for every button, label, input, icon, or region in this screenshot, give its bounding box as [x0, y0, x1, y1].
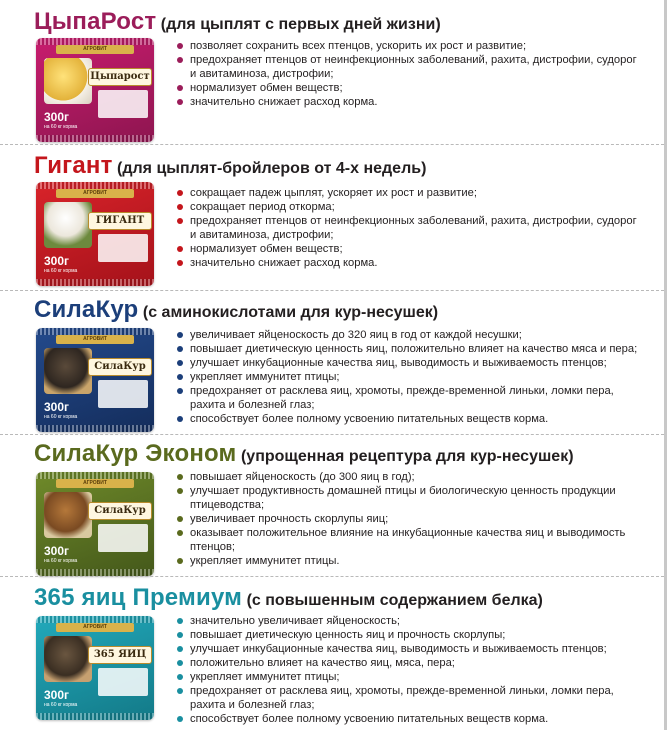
bullet-dot-icon	[177, 99, 183, 105]
bullet-dot-icon	[177, 374, 183, 380]
benefit-text: улучшает продуктивность домашней птицы и биологическую ценность продукции птицеводства;	[190, 485, 616, 511]
product-package-image	[36, 616, 154, 720]
bullet-dot-icon	[177, 488, 183, 494]
product-subtitle: (для цыплят с первых дней жизни)	[160, 16, 441, 33]
benefit-text: нормализует обмен веществ;	[190, 82, 343, 94]
package-crimp	[36, 328, 154, 335]
benefit-item	[176, 356, 644, 370]
bullet-dot-icon	[177, 85, 183, 91]
benefit-item	[176, 512, 644, 526]
benefit-text: улучшает инкубационные качества яиц, выводимость и выживаемость птенцов;	[190, 357, 607, 369]
package-weight-note: на 60 кг корма	[44, 702, 78, 708]
bullet-dot-icon	[177, 388, 183, 394]
product-subtitle: (для цыплят-бройлеров от 4-х недель)	[117, 160, 427, 177]
package-weight-value: 300г	[44, 110, 70, 124]
benefit-text: увеличивает яйценоскость до 320 яиц в год от каждой несушки;	[190, 329, 522, 341]
package-logo: АГРОВИТ	[56, 189, 134, 198]
product-section-tsyparost	[0, 8, 664, 148]
bullet-dot-icon	[177, 346, 183, 352]
package-weight	[44, 688, 77, 708]
bullet-dot-icon	[177, 674, 183, 680]
benefit-text: способствует более полному усвоению питательных веществ корма.	[190, 413, 549, 425]
product-subtitle: (с повышенным содержанием белка)	[246, 592, 543, 609]
benefit-item	[176, 370, 644, 384]
bullet-dot-icon	[177, 558, 183, 564]
bullet-dot-icon	[177, 516, 183, 522]
bullet-dot-icon	[177, 360, 183, 366]
benefit-item	[176, 328, 644, 342]
package-logo: АГРОВИТ	[56, 479, 134, 488]
package-logo: АГРОВИТ	[56, 335, 134, 344]
package-weight	[44, 254, 77, 274]
chick-photo-icon	[44, 58, 92, 104]
bullet-dot-icon	[177, 218, 183, 224]
package-name: СилаКур	[88, 358, 152, 376]
bullet-dot-icon	[177, 260, 183, 266]
benefit-list	[176, 614, 644, 726]
package-crimp	[36, 472, 154, 479]
benefit-text: сокращает период откорма;	[190, 201, 335, 213]
bullet-dot-icon	[177, 716, 183, 722]
benefit-text: положительно влияет на качество яиц, мяса, пера;	[190, 657, 455, 669]
hen-photo-icon	[44, 492, 92, 538]
section-divider	[0, 576, 664, 577]
benefit-list	[176, 470, 644, 568]
benefit-text: укрепляет иммунитет птицы.	[190, 555, 340, 567]
package-name: Цыпарост	[88, 68, 152, 86]
benefit-item	[176, 256, 644, 270]
benefit-text: значительно увеличивает яйценоскость;	[190, 615, 401, 627]
product-section-silakur	[0, 296, 664, 436]
bullet-dot-icon	[177, 618, 183, 624]
bullet-dot-icon	[177, 204, 183, 210]
package-label	[98, 380, 148, 408]
package-weight-note: на 60 кг корма	[44, 414, 78, 420]
package-crimp	[36, 569, 154, 576]
bullet-dot-icon	[177, 416, 183, 422]
package-weight-note: на 60 кг корма	[44, 124, 78, 130]
benefit-text: повышает яйценоскость (до 300 яиц в год);	[190, 471, 415, 483]
benefit-item	[176, 200, 644, 214]
product-brand: Гигант	[34, 152, 113, 179]
package-label	[98, 234, 148, 262]
product-title	[34, 584, 543, 615]
benefit-text: позволяет сохранить всех птенцов, ускорить их рост и развитие;	[190, 40, 527, 52]
benefit-item	[176, 342, 644, 356]
package-weight	[44, 544, 77, 564]
benefit-item	[176, 412, 644, 426]
benefit-text: предохраняет птенцов от неинфекционных заболеваний, рахита, дистрофии, судорог и авитаминоза, дистрофии;	[190, 54, 637, 80]
benefit-text: улучшает инкубационные качества яиц, выводимость и выживаемость птенцов;	[190, 643, 607, 655]
benefit-list	[176, 186, 644, 270]
package-name: СилаКур	[88, 502, 152, 520]
product-package-image	[36, 182, 154, 286]
package-logo: АГРОВИТ	[56, 45, 134, 54]
package-label	[98, 668, 148, 696]
benefit-item	[176, 470, 644, 484]
package-weight-value: 300г	[44, 254, 70, 268]
benefit-text: повышает диетическую ценность яиц и прочность скорлупы;	[190, 629, 506, 641]
package-weight-note: на 60 кг корма	[44, 558, 78, 564]
hen-photo-icon	[44, 348, 92, 394]
bullet-dot-icon	[177, 43, 183, 49]
product-title	[34, 440, 574, 471]
benefit-text: способствует более полному усвоению питательных веществ корма.	[190, 713, 549, 725]
product-brand: ЦыпаРост	[34, 8, 157, 35]
package-name: 365 ЯИЦ	[88, 646, 152, 664]
bullet-dot-icon	[177, 646, 183, 652]
package-logo: АГРОВИТ	[56, 623, 134, 632]
bullet-dot-icon	[177, 190, 183, 196]
benefit-text: увеличивает прочность скорлупы яиц;	[190, 513, 389, 525]
benefit-list	[176, 39, 644, 109]
hen-photo-icon	[44, 636, 92, 682]
product-section-365-premium	[0, 584, 664, 730]
package-crimp	[36, 713, 154, 720]
benefit-item	[176, 39, 644, 53]
bullet-dot-icon	[177, 660, 183, 666]
package-label	[98, 524, 148, 552]
package-weight-note: на 60 кг корма	[44, 268, 78, 274]
benefit-item	[176, 526, 644, 554]
bullet-dot-icon	[177, 332, 183, 338]
benefit-text: укрепляет иммунитет птицы;	[190, 371, 340, 383]
package-crimp	[36, 135, 154, 142]
benefit-item	[176, 684, 644, 712]
product-brand: СилаКур	[34, 296, 139, 323]
product-brand: СилаКур Эконом	[34, 440, 237, 467]
product-package-image	[36, 38, 154, 142]
product-title	[34, 152, 426, 183]
benefit-text: сокращает падеж цыплят, ускоряет их рост и развитие;	[190, 187, 477, 199]
benefit-text: нормализует обмен веществ;	[190, 243, 343, 255]
benefit-item	[176, 484, 644, 512]
bullet-dot-icon	[177, 57, 183, 63]
benefit-text: повышает диетическую ценность яиц, положительно влияет на качество мяса и пера;	[190, 343, 638, 355]
benefit-item	[176, 628, 644, 642]
product-title	[34, 296, 438, 327]
benefit-item	[176, 81, 644, 95]
package-crimp	[36, 616, 154, 623]
benefit-item	[176, 95, 644, 109]
bullet-dot-icon	[177, 530, 183, 536]
section-divider	[0, 144, 664, 145]
benefit-text: предохраняет от расклева яиц, хромоты, прежде-временной линьки, ломки пера, рахита и болезней глаз;	[190, 685, 614, 711]
product-section-silakur-ekonom	[0, 440, 664, 578]
benefit-text: укрепляет иммунитет птицы;	[190, 671, 340, 683]
package-crimp	[36, 182, 154, 189]
bullet-dot-icon	[177, 688, 183, 694]
product-subtitle: (с аминокислотами для кур-несушек)	[142, 304, 439, 321]
benefit-item	[176, 214, 644, 242]
package-weight	[44, 110, 77, 130]
product-package-image	[36, 472, 154, 576]
package-weight-value: 300г	[44, 400, 70, 414]
benefit-text: предохраняет птенцов от неинфекционных заболеваний, рахита, дистрофии, судорог и авитаминоза, дистрофии;	[190, 215, 637, 241]
benefit-text: оказывает положительное влияние на инкубационные качества яиц и выводимость птенцов;	[190, 527, 626, 553]
benefit-text: предохраняет от расклева яиц, хромоты, прежде-временной линьки, ломки пера, рахита и болезней глаз;	[190, 385, 614, 411]
benefit-item	[176, 384, 644, 412]
benefit-item	[176, 53, 644, 81]
package-weight	[44, 400, 77, 420]
product-package-image	[36, 328, 154, 432]
section-divider	[0, 290, 664, 291]
bullet-dot-icon	[177, 474, 183, 480]
package-weight-value: 300г	[44, 688, 70, 702]
broiler-photo-icon	[44, 202, 92, 248]
benefit-item	[176, 670, 644, 684]
product-brand: 365 яиц Премиум	[34, 584, 243, 611]
benefit-list	[176, 328, 644, 426]
product-subtitle: (упрощенная рецептура для кур-несушек)	[240, 448, 574, 465]
package-crimp	[36, 38, 154, 45]
package-weight-value: 300г	[44, 544, 70, 558]
package-name: ГИГАНТ	[88, 212, 152, 230]
package-crimp	[36, 425, 154, 432]
benefit-text: значительно снижает расход корма.	[190, 257, 378, 269]
benefit-item	[176, 656, 644, 670]
benefit-item	[176, 614, 644, 628]
benefit-item	[176, 642, 644, 656]
package-label	[98, 90, 148, 118]
bullet-dot-icon	[177, 246, 183, 252]
benefit-item	[176, 186, 644, 200]
benefit-item	[176, 554, 644, 568]
bullet-dot-icon	[177, 632, 183, 638]
benefit-item	[176, 242, 644, 256]
benefit-text: значительно снижает расход корма.	[190, 96, 378, 108]
package-crimp	[36, 279, 154, 286]
benefit-item	[176, 712, 644, 726]
section-divider	[0, 434, 664, 435]
product-section-gigant	[0, 152, 664, 294]
product-title	[34, 8, 441, 39]
